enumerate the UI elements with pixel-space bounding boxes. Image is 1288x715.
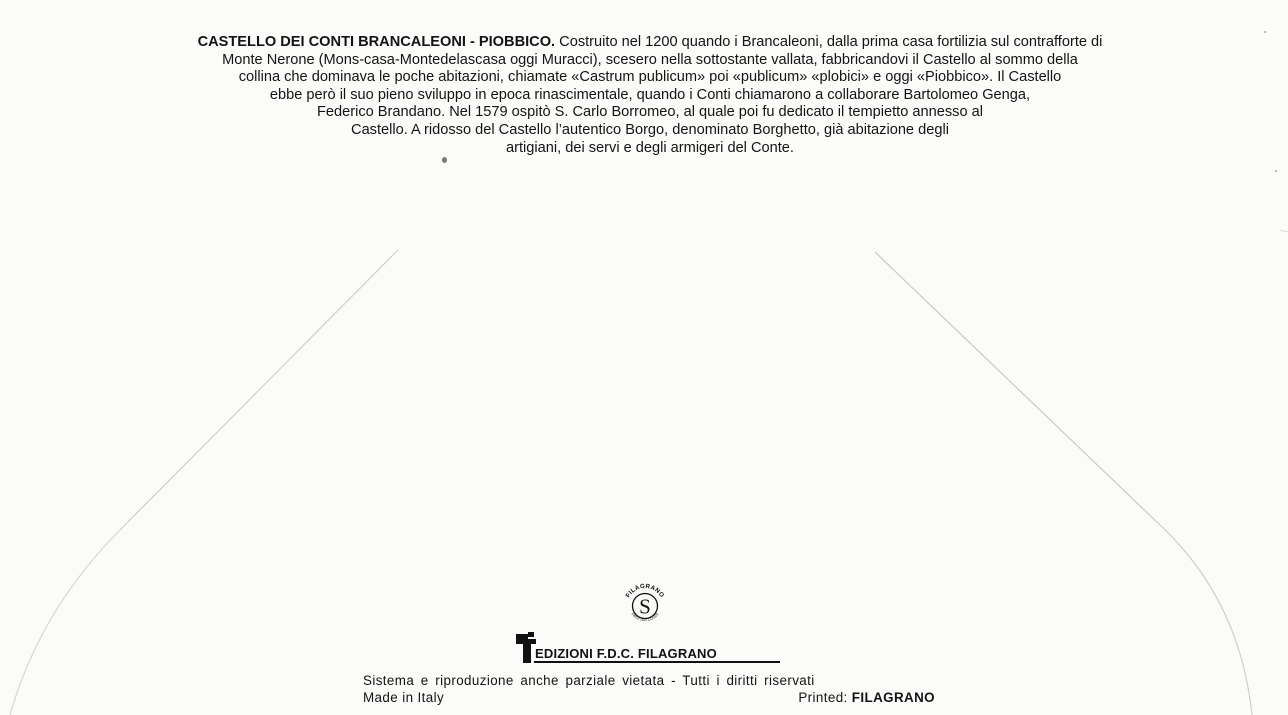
rights-notice bbox=[363, 672, 935, 706]
printed-by: Printed: FILAGRANO bbox=[798, 690, 935, 705]
description-line-4: ebbe però il suo pieno sviluppo in epoca rinascimentale, quando i Conti chiamarono a collaborare Bartolomeo Genga, bbox=[269, 86, 1031, 103]
description-line-2: Monte Nerone (Mons-casa-Montedelascasa oggi Muracci), scesero nella sottostante vallata, fabbricandovi il Castello al sommo della bbox=[222, 51, 1078, 68]
paper-speck bbox=[442, 157, 447, 163]
publisher-name: EDIZIONI F.D.C. FILAGRANO bbox=[535, 646, 717, 661]
description-title: CASTELLO DEI CONTI BRANCALEONI - PIOBBICO. bbox=[197, 34, 556, 50]
paper-speck bbox=[1264, 31, 1266, 33]
paper-speck bbox=[1275, 170, 1277, 172]
seal-letter: S bbox=[639, 594, 651, 619]
filagrano-seal-logo bbox=[619, 580, 671, 632]
castle-description bbox=[120, 34, 1180, 157]
publisher-underline bbox=[534, 661, 780, 663]
made-in-italy: Made in Italy bbox=[363, 690, 445, 705]
description-line-6: Castello. A ridosso del Castello l’autentico Borgo, denominato Borghetto, già abitazione degli bbox=[351, 121, 949, 138]
description-line-5: Federico Brandano. Nel 1579 ospitò S. Carlo Borromeo, al quale poi fu dedicato il tempietto annesso al bbox=[316, 104, 984, 121]
printer-name: FILAGRANO bbox=[851, 690, 935, 705]
rights-text: Sistema e riproduzione anche parziale vietata - Tutti i diritti riservati bbox=[363, 673, 815, 688]
description-line-7: artigiani, dei servi e degli armigeri del Conte. bbox=[506, 139, 794, 156]
rights-footer-row bbox=[363, 689, 935, 706]
description-line-3: collina che dominava le poche abitazioni, chiamate «Castrum publicum» poi «publicum» «plobici» e oggi «Piobbico». Il Castello bbox=[238, 69, 1062, 86]
publisher-imprint bbox=[514, 630, 794, 664]
seal-arc-top: FILAGRANO bbox=[624, 582, 666, 600]
description-line-1: CASTELLO DEI CONTI BRANCALEONI - PIOBBICO. Costruito nel 1200 quando i Brancaleoni, dalla prima casa fortilizia sul contrafforte di bbox=[197, 34, 1103, 50]
seal-arc-bottom: FIRST DAY COVER bbox=[630, 612, 660, 623]
